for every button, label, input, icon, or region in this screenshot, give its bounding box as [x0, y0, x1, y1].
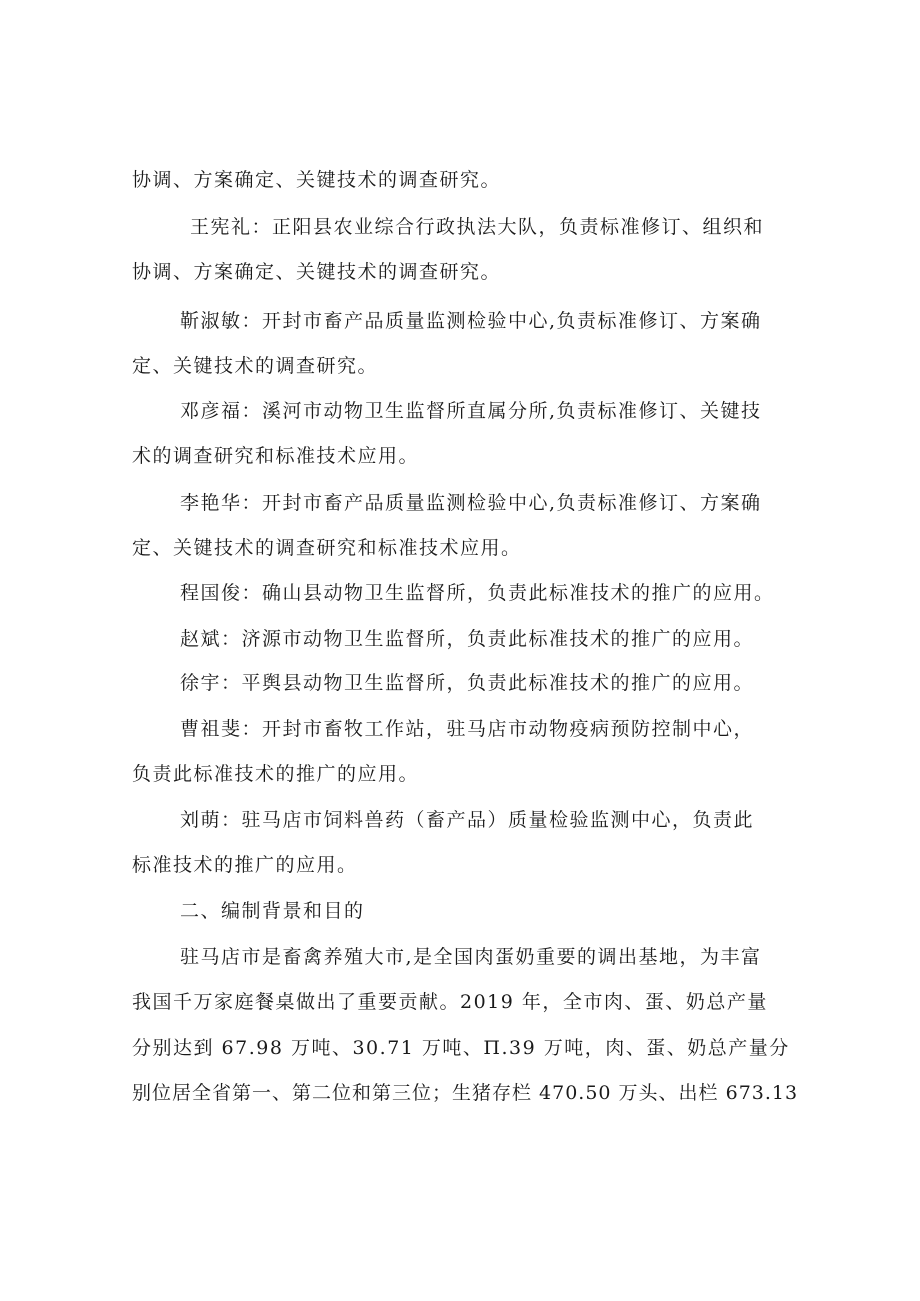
text-line: 标准技术的推广的应用。 [132, 854, 358, 876]
text-line: 协调、方案确定、关键技术的调查研究。 [132, 261, 502, 283]
text-line: 我国千万家庭餐桌做出了重要贡献。2019 年，全市肉、蛋、奶总产量 [132, 991, 768, 1013]
text-line: 程国俊：确山县动物卫生监督所，负责此标准技术的推广的应用。 [180, 582, 775, 604]
text-line: 分别达到 67.98 万吨、30.71 万吨、Π.39 万吨，肉、蛋、奶总产量分 [132, 1037, 790, 1059]
section-heading: 二、编制背景和目的 [180, 900, 365, 922]
text-line: 负责此标准技术的推广的应用。 [132, 763, 420, 785]
text-line: 邓彦福：溪河市动物卫生监督所直属分所,负责标准修订、关键技 [180, 400, 762, 422]
text-line: 定、关键技术的调查研究。 [132, 355, 379, 377]
text-line: 徐宇：平舆县动物卫生监督所，负责此标准技术的推广的应用。 [180, 672, 755, 694]
text-line: 李艳华：开封市畜产品质量监测检验中心,负责标准修订、方案确 [180, 492, 762, 514]
text-line: 赵斌：济源市动物卫生监督所，负责此标准技术的推广的应用。 [180, 628, 755, 650]
text-line: 靳淑敏：开封市畜产品质量监测检验中心,负责标准修订、方案确 [180, 310, 762, 332]
text-line: 王宪礼：正阳县农业综合行政执法大队，负责标准修订、组织和 [190, 216, 765, 238]
text-line: 刘萌：驻马店市饲料兽药（畜产品）质量检验监测中心，负责此 [180, 809, 755, 831]
text-line: 定、关键技术的调查研究和标准技术应用。 [132, 537, 522, 559]
text-line: 协调、方案确定、关键技术的调查研究。 [132, 169, 502, 191]
text-line: 别位居全省第一、第二位和第三位；生猪存栏 470.50 万头、出栏 673.13 [132, 1082, 799, 1104]
text-line: 驻马店市是畜禽养殖大市,是全国肉蛋奶重要的调出基地，为丰富 [180, 946, 762, 968]
text-line: 曹祖斐：开封市畜牧工作站，驻马店市动物疫病预防控制中心， [180, 718, 755, 740]
text-line: 术的调查研究和标准技术应用。 [132, 445, 420, 467]
